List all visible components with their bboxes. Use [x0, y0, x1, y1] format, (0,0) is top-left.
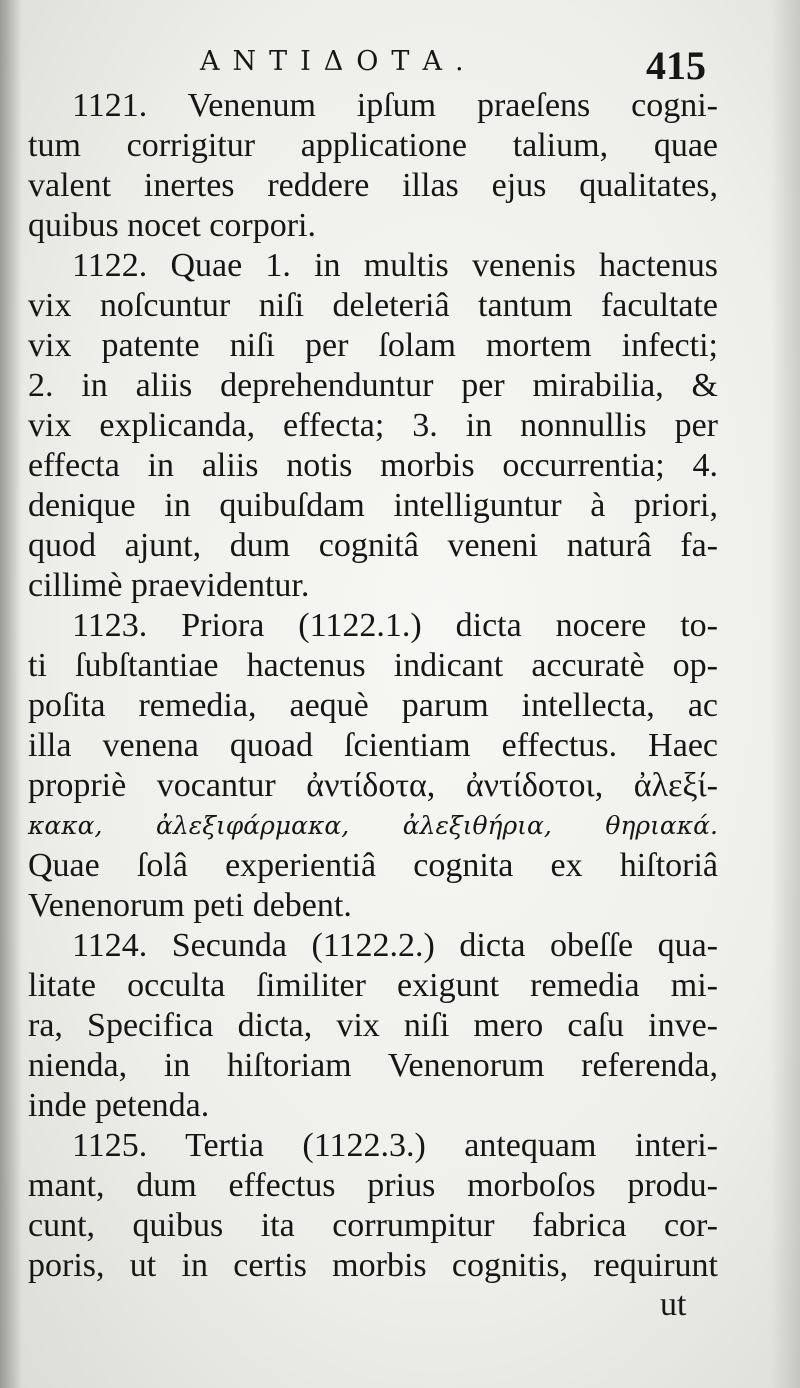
text-line: propriè vocantur ἀντίδοτα, ἀντίδοτοι, ἀλεξί- — [28, 767, 718, 804]
body-text — [28, 86, 718, 1286]
running-head-title: ΑΝΤΙΔΟΤΑ. — [200, 46, 477, 77]
text-line: valent inertes reddere illas ejus qualitates, — [28, 167, 718, 204]
text-line: 2. in aliis deprehenduntur per mirabilia, & — [28, 367, 718, 404]
running-head — [22, 40, 738, 90]
page-edge-shade — [770, 0, 800, 1388]
text-line: vix noſcuntur niſi deleteriâ tantum facultate — [28, 287, 718, 324]
text-line: inde petenda. — [28, 1087, 210, 1124]
text-line: ra, Specifica dicta, vix niſi mero caſu inve- — [28, 1007, 718, 1044]
text-line: quod ajunt, dum cognitâ veneni naturâ fa- — [28, 527, 718, 564]
page-number: 415 — [646, 43, 706, 88]
text-line: 1122. Quae 1. in multis venenis hactenus — [72, 247, 718, 284]
text-line: illa venena quoad ſcientiam effectus. Haec — [28, 727, 718, 764]
text-line: vix explicanda, effecta; 3. in nonnullis per — [28, 407, 718, 444]
text-line: Quae ſolâ experientiâ cognita ex hiſtoriâ — [28, 847, 718, 884]
text-line: nienda, in hiſtoriam Venenorum referenda, — [28, 1047, 718, 1084]
text-line: 1125. Tertia (1122.3.) antequam interi- — [72, 1127, 718, 1164]
text-line: poſita remedia, aequè parum intellecta, ac — [28, 687, 718, 724]
text-line: tum corrigitur applicatione talium, quae — [28, 127, 718, 164]
text-line: poris, ut in certis morbis cognitis, requirunt — [28, 1247, 718, 1284]
text-line: effecta in aliis notis morbis occurrentia; 4. — [28, 447, 718, 484]
binding-shadow — [0, 0, 22, 1388]
text-line: mant, dum effectus prius morboſos produ- — [28, 1167, 718, 1204]
catchword: ut — [660, 1286, 687, 1323]
text-line: cillimè praevidentur. — [28, 567, 310, 604]
text-line: cunt, quibus ita corrumpitur fabrica cor- — [28, 1207, 718, 1244]
text-line: Venenorum peti debent. — [28, 887, 352, 924]
text-line: denique in quibuſdam intelliguntur à priori, — [28, 487, 718, 524]
text-line-greek: κακα, ἀλεξιφάρμακα, ἀλεξιθήρια, θηριακά. — [28, 811, 718, 840]
text-line: litate occulta ſimiliter exigunt remedia mi- — [28, 967, 718, 1004]
text-line: 1124. Secunda (1122.2.) dicta obeſſe qua- — [72, 927, 718, 964]
text-line: quibus nocet corpori. — [28, 207, 316, 244]
text-line: vix patente niſi per ſolam mortem infecti; — [28, 327, 718, 364]
text-line: 1121. Venenum ipſum praeſens cogni- — [72, 87, 718, 124]
text-line: ti ſubſtantiae hactenus indicant accuratè op- — [28, 647, 718, 684]
text-line: 1123. Priora (1122.1.) dicta nocere to- — [72, 607, 718, 644]
